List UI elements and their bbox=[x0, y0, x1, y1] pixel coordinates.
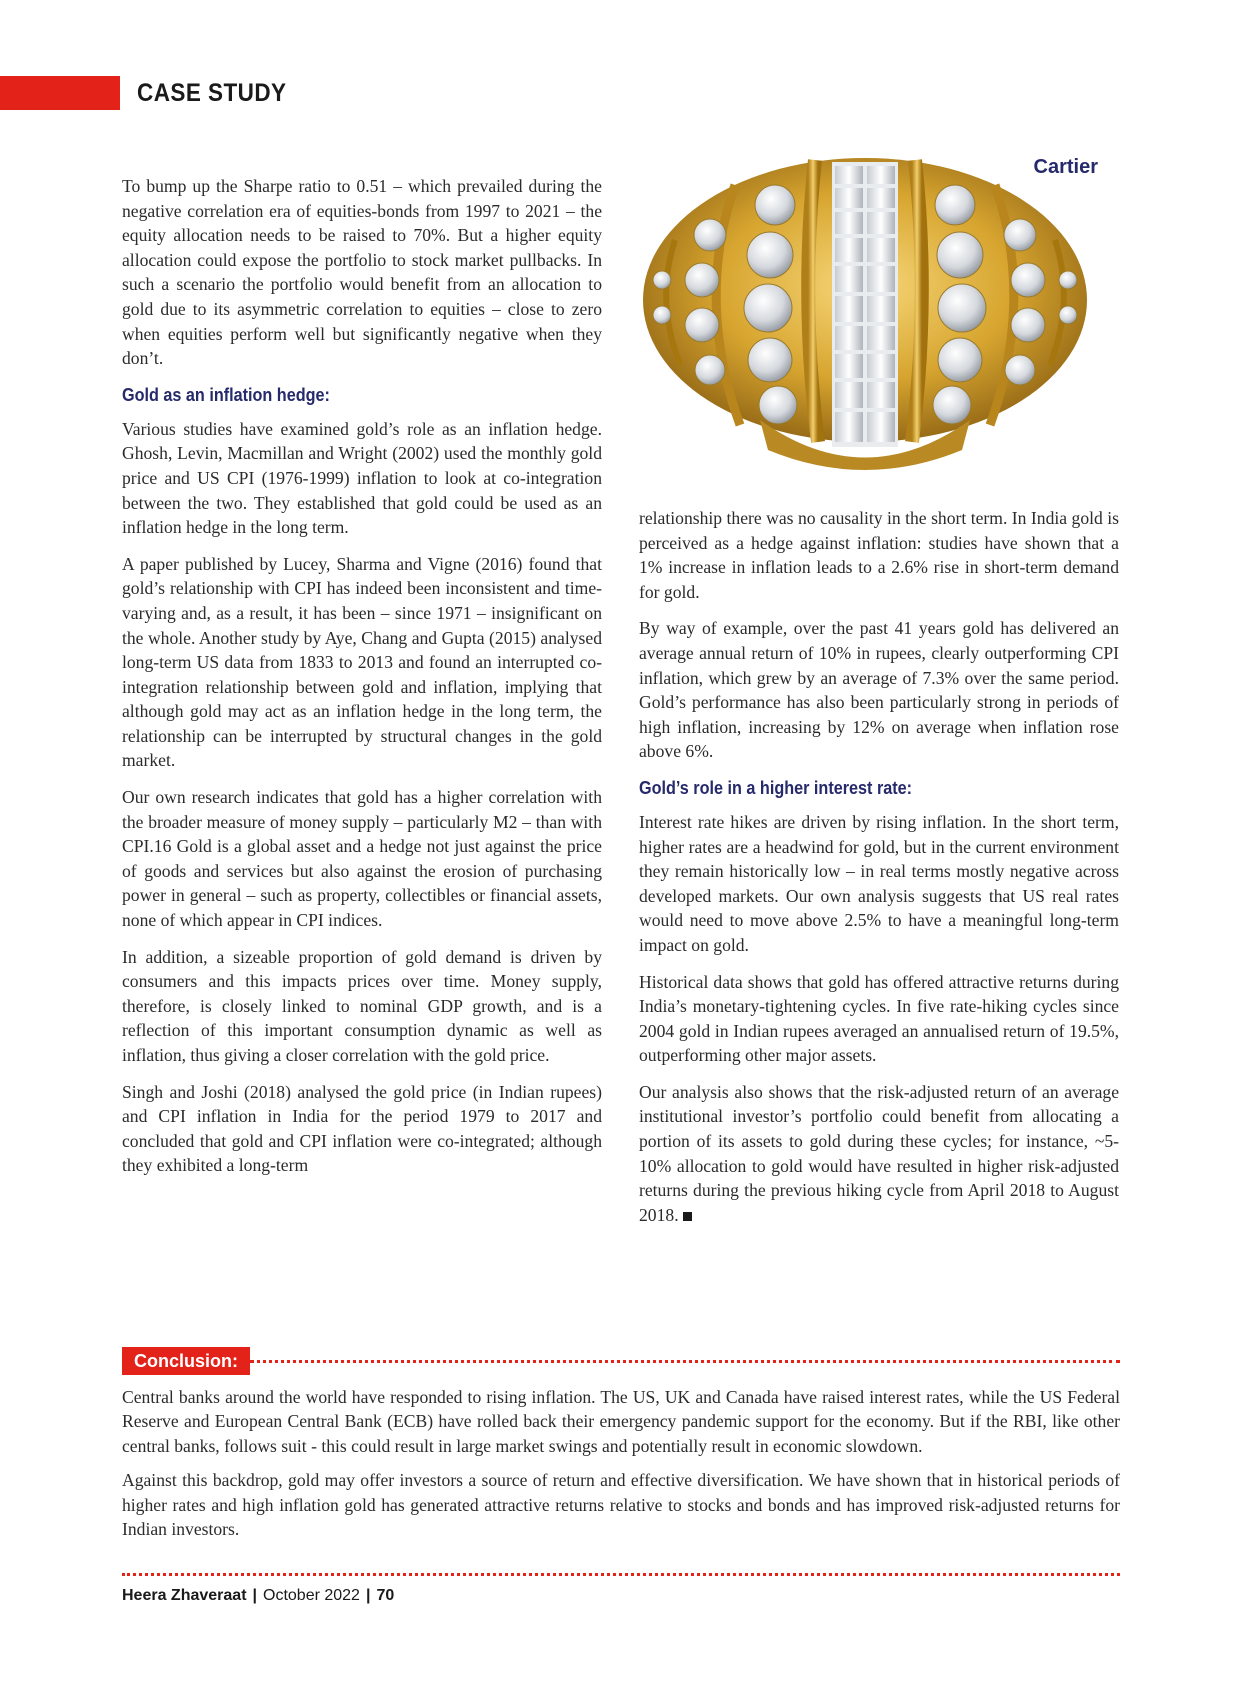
paragraph: By way of example, over the past 41 years gold has delivered an average annual return of 10% in rupees, clearly outperforming CPI inflation, which grew by an average of 7.3% over the same period. Gold’s performance has also been particularly strong in periods of high inflation, increasing by 12% on average when inflation rose above 6%. bbox=[639, 618, 1119, 762]
page-number: 70 bbox=[376, 1587, 395, 1604]
paragraph: Historical data shows that gold has offered attractive returns during India’s monetary-tightening cycles. In five rate-hiking cycles since 2004 gold in Indian rupees averaged an annualised return of 19.5%, outperforming other major assets. bbox=[639, 971, 1119, 1066]
paragraph: Against this backdrop, gold may offer investors a source of return and effective diversification. We have shown that in historical periods of higher rates and high inflation gold has generated attractive returns relative to stocks and bonds and has improved risk-adjusted returns for Indian investors. bbox=[122, 1470, 1120, 1540]
conclusion-body bbox=[122, 1385, 1120, 1551]
footer-separator: | bbox=[365, 1587, 371, 1604]
footer-separator: | bbox=[252, 1587, 257, 1604]
paragraph: A paper published by Lucey, Sharma and Vigne (2016) found that gold’s relationship with CPI has indeed been inconsistent and time-varying and, as a result, it has been – since 1971 – insignificant on the whole. Another study by Aye, Chang and Gupta (2015) analysed long-term US data from 1833 to 2013 and found an interrupted co-integration relationship between gold and inflation, implying that although gold may act as an inflation hedge in the long term, the relationship can be interrupted by structural changes in the gold market. bbox=[122, 553, 602, 771]
header-accent-bar bbox=[0, 76, 120, 110]
paragraph: Interest rate hikes are driven by rising inflation. In the short term, higher rates are a headwind for gold, but in the current environment they remain historically low – in real terms mostly negative across developed markets. Our own analysis suggests that US real rates would need to move above 2.5% to have a meaningful long-term impact on gold. bbox=[639, 811, 1119, 955]
section-title: CASE STUDY bbox=[137, 79, 287, 107]
footer-divider bbox=[122, 1573, 1120, 1576]
paragraph: Singh and Joshi (2018) analysed the gold price (in Indian rupees) and CPI inflation in India for the period 1979 to 2017 and concluded that gold and CPI inflation were co-integrated; although they exhibited a long-term bbox=[122, 1081, 602, 1176]
cartier-ring-image bbox=[640, 150, 1120, 490]
paragraph-final bbox=[639, 1080, 1119, 1228]
ring-illustration bbox=[640, 150, 1120, 490]
paragraph: Central banks around the world have responded to rising inflation. The US, UK and Canada have raised interest rates, while the US Federal Reserve and European Central Bank (ECB) have rolled back their emergency pandemic support for the economy. But if the RBI, like other central banks, follows suit - this could result in large market swings and potentially result in economic slowdown. bbox=[122, 1387, 1120, 1456]
paragraph: Various studies have examined gold’s role as an inflation hedge. Ghosh, Levin, Macmillan and Wright (2002) used the monthly gold price and US CPI (1976-1999) inflation to look at co-integration between the two. They established that gold could be used as an inflation hedge in the long term. bbox=[122, 418, 602, 538]
paragraph: To bump up the Sharpe ratio to 0.51 – which prevailed during the negative correlation era of equities-bonds from 1997 to 2021 – the equity allocation needs to be raised to 70%. But a higher equity allocation could expose the portfolio to stock market pullbacks. In such a scenario the portfolio would benefit from an allocation to gold due to its asymmetric correlation to equities – close to zero when equities perform well but significantly negative when they don’t. bbox=[122, 176, 602, 369]
paragraph: relationship there was no causality in the short term. In India gold is perceived as a hedge against inflation: studies have shown that a 1% increase in inflation leads to a 2.6% rise in short-term demand for gold. bbox=[639, 508, 1119, 602]
conclusion-header bbox=[122, 1347, 1120, 1375]
paragraph: In addition, a sizeable proportion of gold demand is driven by consumers and this impacts prices over time. Money supply, therefore, is closely linked to nominal GDP growth, and is a reflection of this important consumption dynamic as well as inflation, thus giving a closer correlation with the gold price. bbox=[122, 946, 602, 1065]
right-column bbox=[639, 506, 1119, 1239]
issue-date: October 2022 bbox=[263, 1587, 360, 1604]
paragraph: Our own research indicates that gold has a higher correlation with the broader measure of money supply – particularly M2 – than with CPI.16 Gold is a global asset and a hedge not just against the price of goods and services but also against the erosion of purchasing power in general – such as property, collectibles or financial assets, none of which appear in CPI indices. bbox=[122, 787, 602, 931]
end-of-article-mark bbox=[683, 1212, 692, 1221]
subheading-inflation-hedge: Gold as an inflation hedge: bbox=[122, 384, 330, 405]
conclusion-label: Conclusion: bbox=[122, 1347, 250, 1375]
left-column bbox=[122, 174, 602, 1190]
paragraph-text: Our analysis also shows that the risk-adjusted return of an average institutional investor’s portfolio could benefit from allocating a portion of its assets to gold during these cycles; for instance, ~5-10% allocation to gold would have resulted in higher risk-adjusted returns during the previous hiking cycle from April 2018 to August 2018. bbox=[639, 1081, 1119, 1225]
page-footer bbox=[122, 1587, 394, 1605]
image-caption-brand: Cartier bbox=[1033, 156, 1098, 178]
dotted-divider bbox=[250, 1360, 1120, 1363]
publication-name: Heera Zhaveraat bbox=[122, 1587, 247, 1604]
subheading-interest-rate: Gold’s role in a higher interest rate: bbox=[639, 777, 913, 798]
